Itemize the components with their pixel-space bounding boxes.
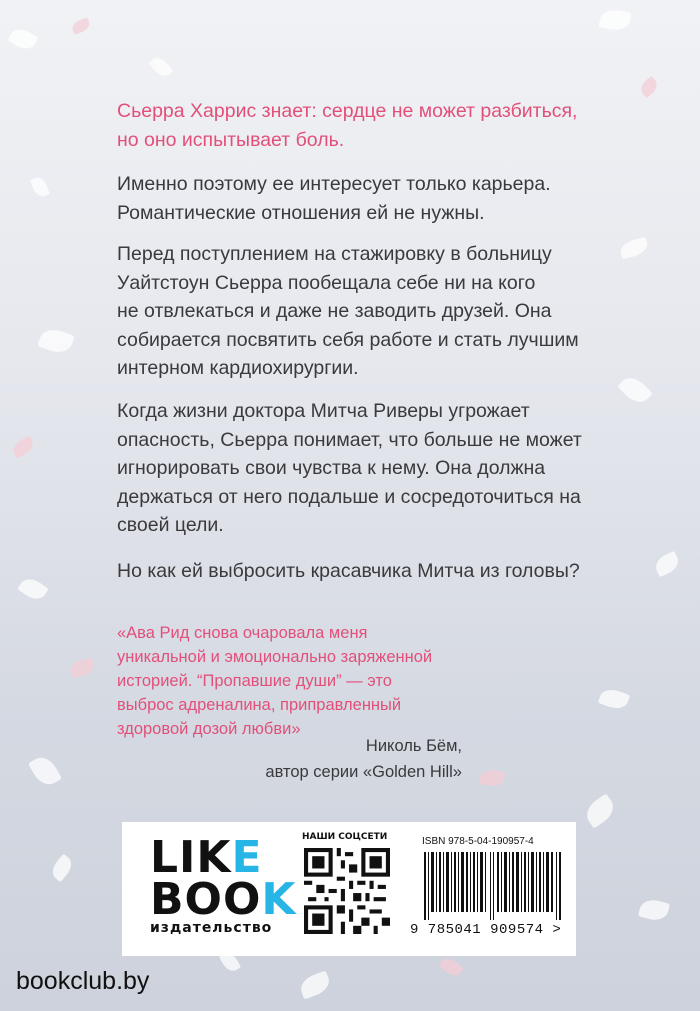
barcode-icon [422,852,567,920]
social-label: НАШИ СОЦСЕТИ [302,832,388,842]
publisher-subtitle: издательство [150,920,273,936]
publisher-logo-line1: LIKE [150,832,263,883]
watermark-link[interactable]: bookclub.by [16,967,150,995]
paragraph-2: Перед поступлением на стажировку в больницу Уайтстоун Сьерра пообещала себе ни на кого не отвлекаться и даже не заводить друзей. Она собирается посвятить себя работе и стать лучшим интерном кардиохирургии. [117,243,579,379]
qr-code-icon[interactable] [304,848,390,934]
paragraph-3: Когда жизни доктора Митча Риверы угрожает опасность, Сьерра понимает, что больше не может игнорировать свои чувства к нему. Она должна держаться от него подальше и сосредоточиться на своей цели. [117,400,582,536]
publisher-logo-line2: BOOK [150,874,297,925]
barcode-digits: 9 785041 909574 > [410,922,562,938]
quote-author: Николь Бём, [365,737,462,755]
intro-text: Сьерра Харрис знает: сердце не может разбиться, но оно испытывает боль. [117,100,578,151]
quote-author-series: автор серии «Golden Hill» [265,763,462,781]
publisher-panel [122,822,576,956]
review-quote: «Ава Рид снова очаровала меня уникальной и эмоционально заряженной историей. “Пропавшие души” — это выброс адреналина, приправленный здоровой дозой любви» [117,624,433,738]
paragraph-1: Именно поэтому ее интересует только карьера. Романтические отношения ей не нужны. [117,173,551,224]
paragraph-4: Но как ей выбросить красавчика Митча из головы? [117,560,580,582]
isbn-text: ISBN 978-5-04-190957-4 [422,836,534,847]
